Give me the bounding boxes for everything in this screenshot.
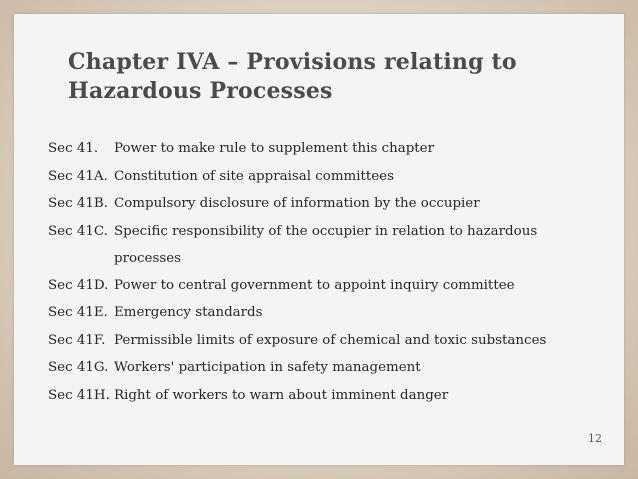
title-line-2: Hazardous Processes	[68, 78, 333, 104]
section-number: Sec 41E.	[48, 305, 108, 321]
section-number: Sec 41H.	[48, 387, 110, 403]
section-row	[48, 299, 608, 327]
section-row	[48, 272, 608, 300]
slide-title	[68, 48, 517, 106]
section-number: Sec 41F.	[48, 332, 106, 348]
section-row	[48, 163, 608, 191]
section-number: Sec 41C.	[48, 223, 108, 239]
section-number: Sec 41.	[48, 141, 99, 157]
section-row	[48, 135, 608, 163]
section-row	[48, 327, 608, 355]
section-description: Power to central government to appoint inquiry committee	[114, 277, 515, 293]
section-number: Sec 41B.	[48, 196, 108, 212]
section-number: Sec 41A.	[48, 168, 108, 184]
section-list	[48, 135, 608, 409]
section-description: Emergency standards	[114, 305, 263, 321]
section-description: Right of workers to warn about imminent danger	[114, 387, 449, 403]
section-row	[48, 382, 608, 410]
page-number: 12	[588, 432, 602, 445]
section-description: Power to make rule to supplement this chapter	[114, 141, 434, 157]
section-description: Workers' participation in safety management	[114, 360, 421, 376]
section-description: Specific responsibility of the occupier in relation to hazardous processes	[114, 223, 538, 266]
section-row	[48, 190, 608, 218]
section-row	[48, 354, 608, 382]
slide	[14, 14, 624, 465]
title-line-1: Chapter IVA – Provisions relating to	[68, 49, 517, 75]
section-description: Compulsory disclosure of information by the occupier	[114, 196, 480, 212]
section-description: Permissible limits of exposure of chemical and toxic substances	[114, 332, 547, 348]
section-description: Constitution of site appraisal committees	[114, 168, 394, 184]
section-number: Sec 41G.	[48, 360, 109, 376]
section-row	[48, 218, 608, 272]
section-number: Sec 41D.	[48, 277, 109, 293]
